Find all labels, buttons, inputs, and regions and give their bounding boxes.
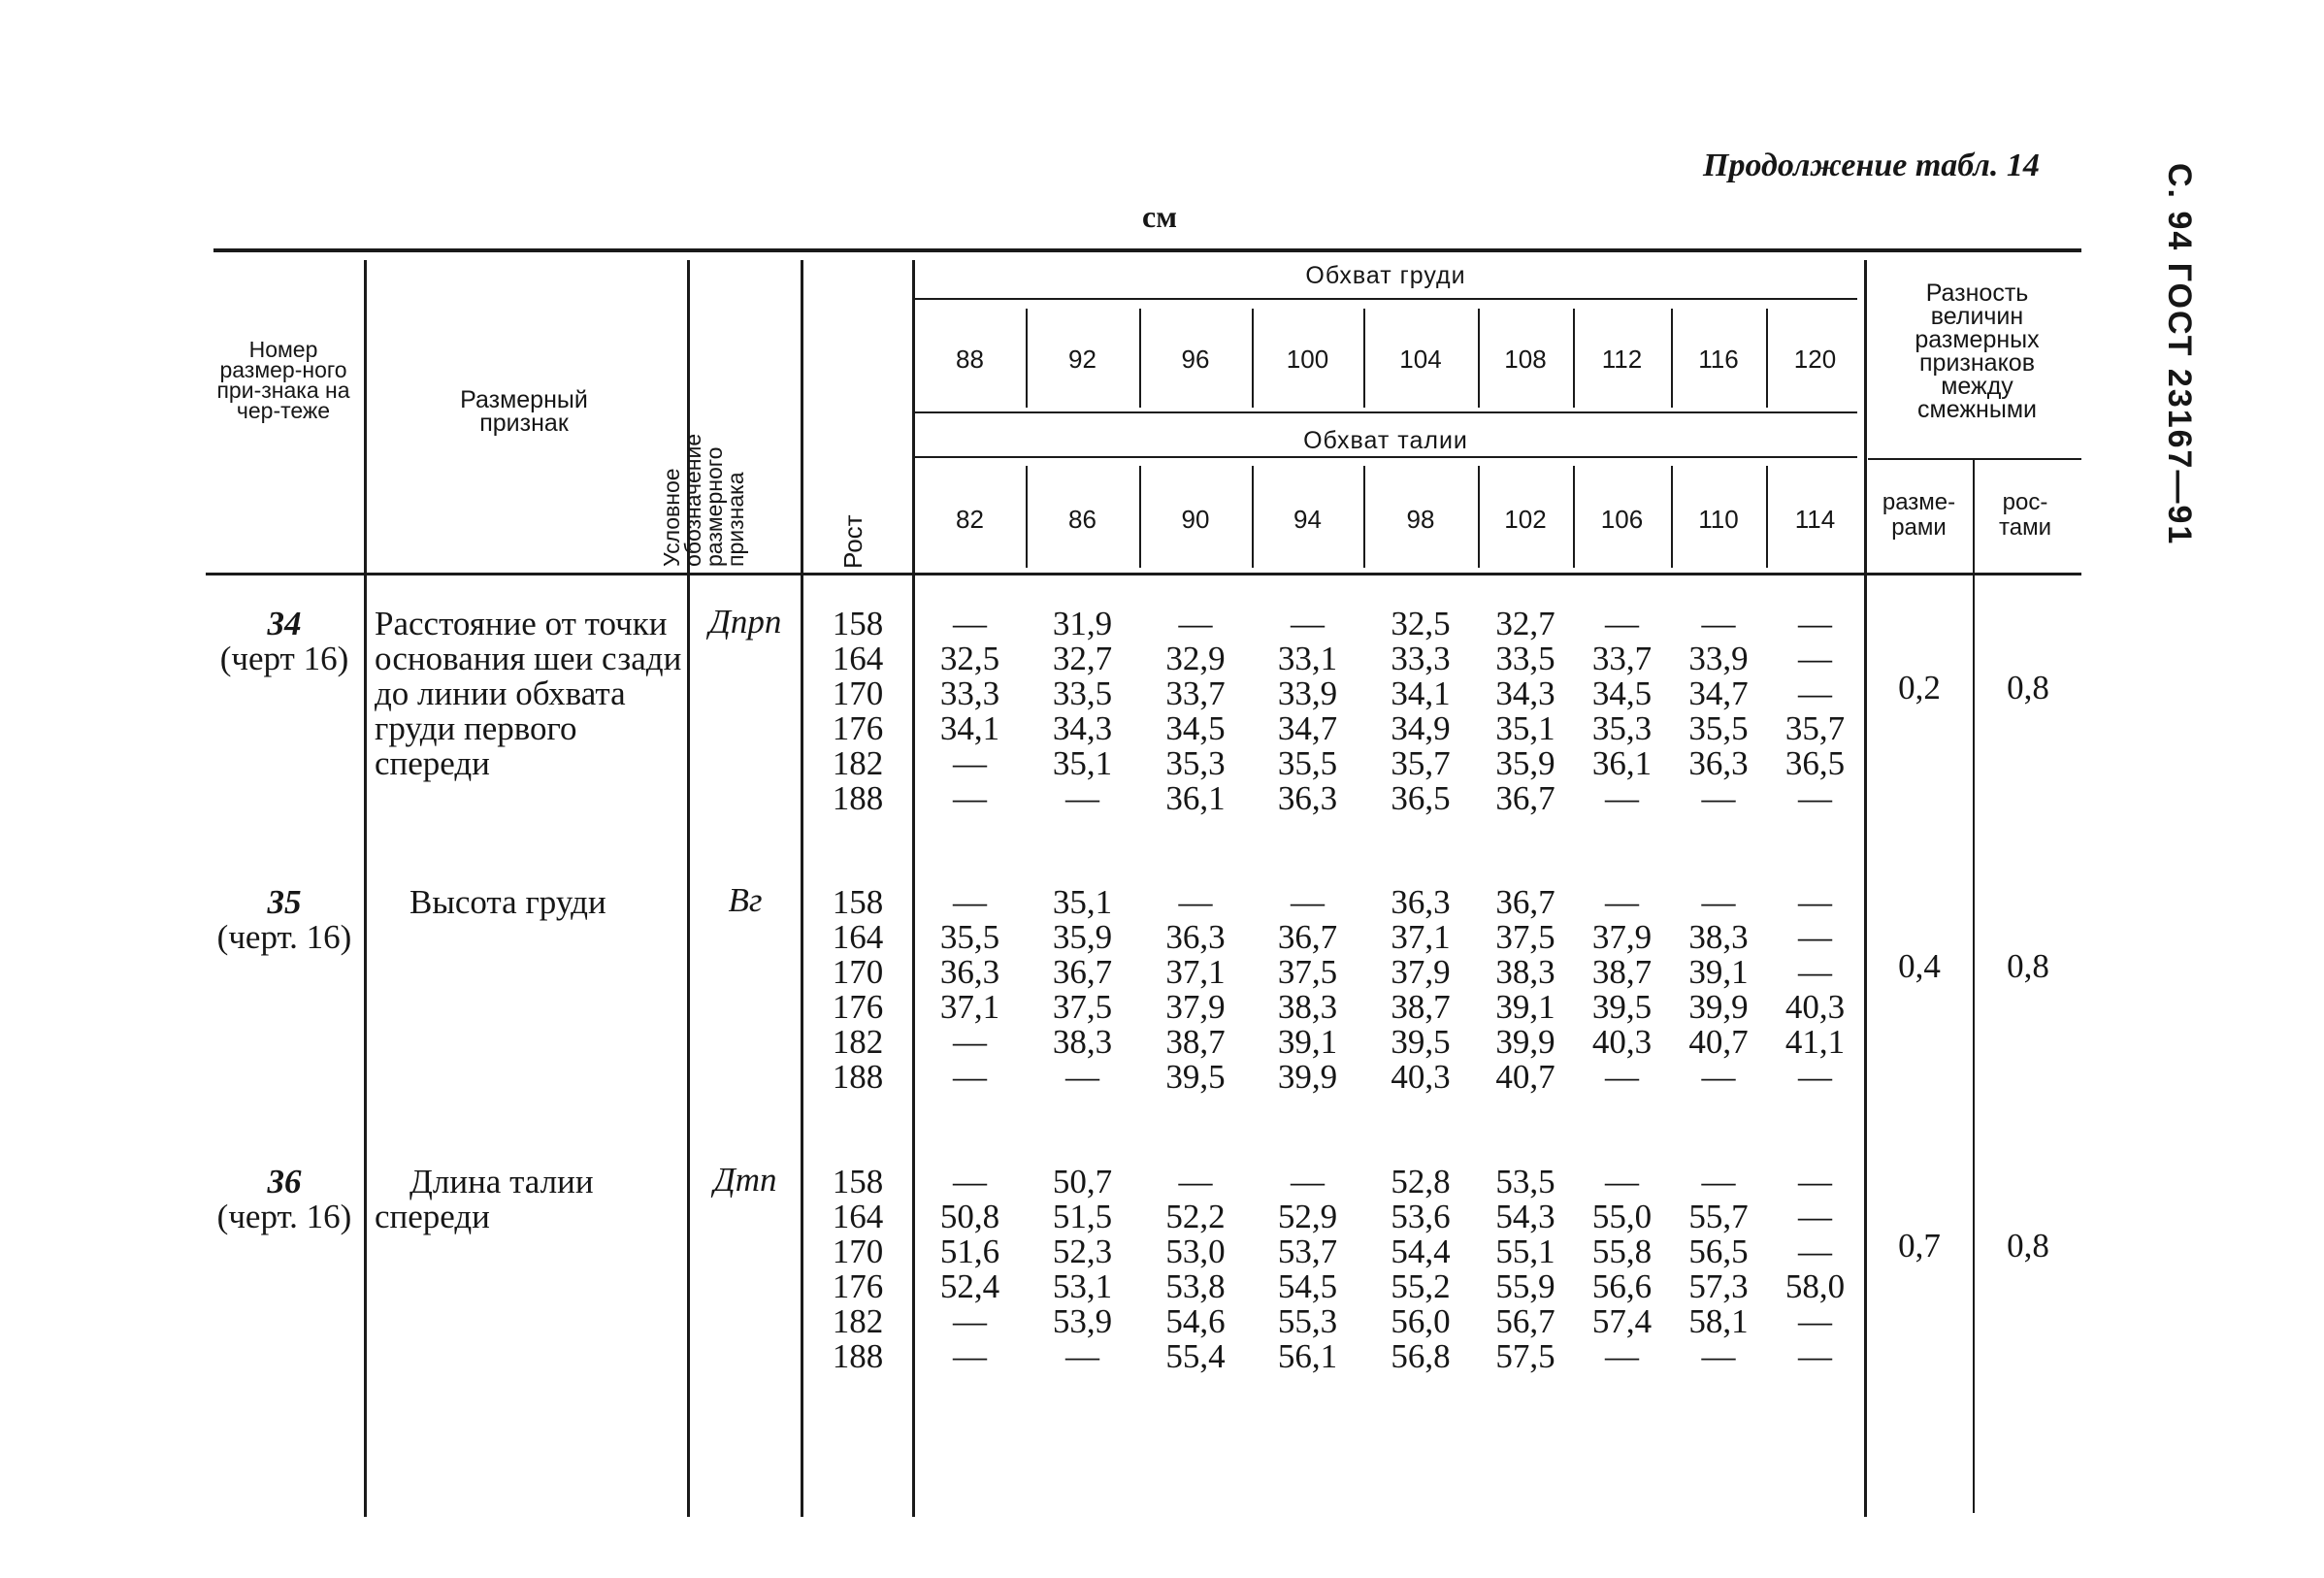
row-value-column: — 36,3 37,1 37,9 38,7 39,5 xyxy=(1165,883,1226,1096)
row-value-column: — 32,9 33,7 34,5 35,3 36,1 xyxy=(1165,605,1226,817)
header-height: Рост xyxy=(838,514,867,569)
row-value-column: 32,5 33,3 34,1 34,9 35,7 36,5 xyxy=(1391,605,1451,817)
waist-value: 98 xyxy=(1406,505,1435,534)
row-value-column: — 33,9 34,7 35,5 36,3 — xyxy=(1688,605,1749,817)
row-diff-sizes: 0,4 xyxy=(1898,947,1941,985)
row-value-column: — 32,5 33,3 34,1 — — xyxy=(939,605,1000,817)
row-value-column: 50,7 51,5 52,3 53,1 53,9 — xyxy=(1052,1163,1113,1375)
row-value-column: — — — 58,0 — — xyxy=(1784,1163,1846,1375)
chest-value: 120 xyxy=(1793,345,1837,374)
row-value-column: — 52,2 53,0 53,8 54,6 55,4 xyxy=(1165,1163,1226,1375)
row-value-column: — 35,5 36,3 37,1 — — xyxy=(939,883,1000,1096)
chest-values-rule xyxy=(914,411,1857,413)
row-diff-heights: 0,8 xyxy=(2007,947,2049,985)
chest-value: 112 xyxy=(1601,345,1643,374)
row-heights: 158 164 170 176 182 188 xyxy=(832,1163,884,1375)
header-feature: Размерный признак xyxy=(460,386,588,437)
diff-group-rule xyxy=(1868,458,2081,460)
row-heights: 158 164 170 176 182 188 xyxy=(832,605,884,817)
row-value-column: 52,8 53,6 54,4 55,2 56,0 56,8 xyxy=(1391,1163,1451,1375)
row-drawing-ref: (черт 16) xyxy=(219,640,349,677)
row-value-column: 53,5 54,3 55,1 55,9 56,7 57,5 xyxy=(1495,1163,1555,1375)
waist-group-rule xyxy=(914,456,1857,458)
row-value-column: — 50,8 51,6 52,4 — — xyxy=(939,1163,1000,1375)
row-value-column: — 55,7 56,5 57,3 58,1 — xyxy=(1688,1163,1749,1375)
header-diff-group: Разность величин размерных признаков между смежными xyxy=(1915,279,2040,423)
row-value-column: 35,1 35,9 36,7 37,5 38,3 — xyxy=(1052,883,1113,1096)
row-value-column: — 38,3 39,1 39,9 40,7 — xyxy=(1688,883,1749,1096)
row-value-column: — 33,1 33,9 34,7 35,5 36,3 xyxy=(1277,605,1338,817)
row-number: 35 xyxy=(267,883,302,921)
row-symbol: Вг xyxy=(728,881,763,919)
header-bottom-rule xyxy=(206,573,2081,575)
row-diff-sizes: 0,7 xyxy=(1898,1227,1941,1265)
waist-value: 86 xyxy=(1068,505,1097,534)
row-value-column: — 33,7 34,5 35,3 36,1 — xyxy=(1591,605,1653,817)
waist-value: 110 xyxy=(1698,505,1739,534)
row-drawing-ref: (черт. 16) xyxy=(216,918,352,956)
waist-value: 94 xyxy=(1293,505,1322,534)
row-diff-heights: 0,8 xyxy=(2007,1227,2049,1265)
row-symbol: Дтп xyxy=(713,1161,777,1199)
chest-value: 104 xyxy=(1399,345,1442,374)
col-divider-1 xyxy=(364,260,367,1517)
row-number: 36 xyxy=(267,1163,302,1200)
row-feature: Длина талии спереди xyxy=(375,1163,594,1235)
waist-value: 102 xyxy=(1504,505,1547,534)
table-caption: Продолжение табл. 14 xyxy=(1703,148,2040,183)
chest-value: 108 xyxy=(1504,345,1547,374)
waist-value: 82 xyxy=(956,505,984,534)
chest-value: 92 xyxy=(1068,345,1097,374)
row-value-column: — 55,0 55,8 56,6 57,4 — xyxy=(1591,1163,1653,1375)
row-value-column: — 52,9 53,7 54,5 55,3 56,1 xyxy=(1277,1163,1338,1375)
top-rule xyxy=(213,248,2081,252)
waist-value: 90 xyxy=(1181,505,1210,534)
row-diff-heights: 0,8 xyxy=(2007,669,2049,707)
units-label: см xyxy=(1142,199,1177,234)
chest-value: 88 xyxy=(956,345,984,374)
row-feature: Высота груди xyxy=(409,883,606,921)
row-heights: 158 164 170 176 182 188 xyxy=(832,883,884,1096)
row-symbol: Дпрп xyxy=(708,603,782,641)
chest-group-rule xyxy=(914,298,1857,300)
row-value-column: — — — 35,7 36,5 — xyxy=(1784,605,1846,817)
row-value-column: 36,3 37,1 37,9 38,7 39,5 40,3 xyxy=(1391,883,1451,1096)
row-number: 34 xyxy=(267,605,302,642)
header-number: Номер размер-ного при-знака на чер-теже xyxy=(216,337,350,423)
header-waist-group: Обхват талии xyxy=(1303,427,1468,454)
row-value-column: 31,9 32,7 33,5 34,3 35,1 — xyxy=(1052,605,1113,817)
chest-value: 96 xyxy=(1181,345,1210,374)
row-drawing-ref: (черт. 16) xyxy=(216,1198,352,1235)
waist-value: 114 xyxy=(1794,505,1836,534)
row-value-column: 32,7 33,5 34,3 35,1 35,9 36,7 xyxy=(1495,605,1555,817)
col-divider-5 xyxy=(1864,260,1867,1517)
header-chest-group: Обхват груди xyxy=(1305,262,1466,289)
diff-col-divider xyxy=(1973,460,1975,1513)
header-diff-sizes: разме-рами xyxy=(1882,489,1956,541)
header-diff-heights: рос-тами xyxy=(1999,489,2051,541)
chest-value: 100 xyxy=(1286,345,1329,374)
row-value-column: — 37,9 38,7 39,5 40,3 — xyxy=(1591,883,1653,1096)
row-value-column: — — — 40,3 41,1 — xyxy=(1784,883,1846,1096)
row-value-column: — 36,7 37,5 38,3 39,1 39,9 xyxy=(1277,883,1338,1096)
row-diff-sizes: 0,2 xyxy=(1898,669,1941,707)
row-feature: Расстояние от точки основания шеи сзади до линии обхвата груди первого спереди xyxy=(375,605,682,782)
header-symbol: Условное обозначение размерного признака xyxy=(659,433,748,567)
chest-value: 116 xyxy=(1698,345,1739,374)
row-value-column: 36,7 37,5 38,3 39,1 39,9 40,7 xyxy=(1495,883,1555,1096)
waist-value: 106 xyxy=(1600,505,1644,534)
page-side-label: С. 94 ГОСТ 23167—91 xyxy=(2161,163,2198,546)
